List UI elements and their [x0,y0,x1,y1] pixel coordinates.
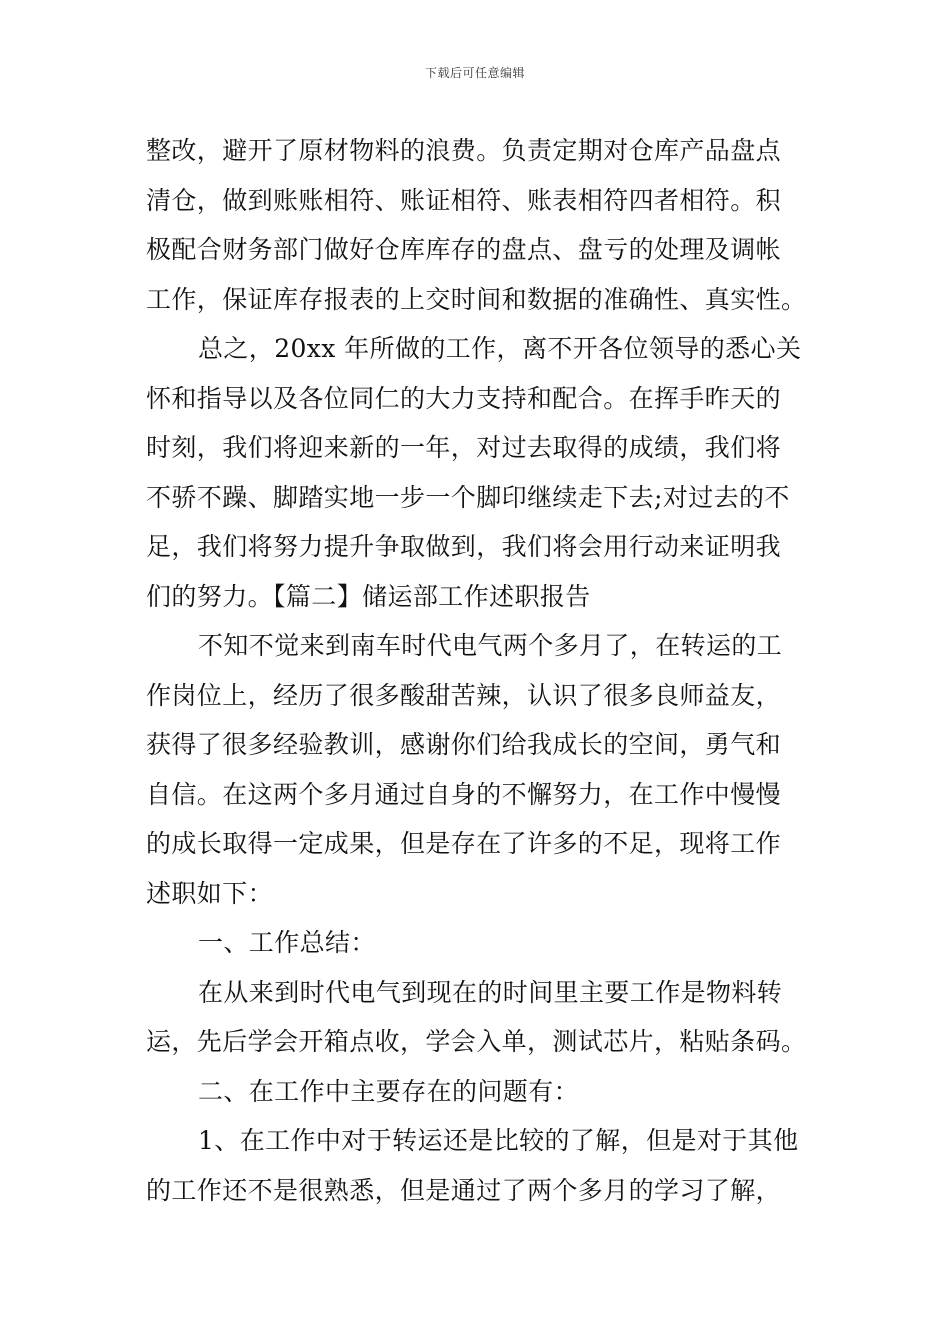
text-line: 自信。在这两个多月通过自身的不懈努力，在工作中慢慢 [146,779,782,809]
text-line: 不知不觉来到南车时代电气两个多月了，在转运的工 [198,631,783,660]
text-line: 不骄不躁、脚踏实地一步一个脚印继续走下去;对过去的不 [146,482,790,512]
text-line: 的成长取得一定成果，但是存在了许多的不足，现将工作 [146,829,782,858]
text-line: 工作，保证库存报表的上交时间和数据的准确性、真实性。 [146,284,807,314]
text-line: 述职如下： [146,878,274,908]
text-line: 运，先后学会开箱点收，学会入单，测试芯片，粘贴条码。 [146,1027,807,1056]
text-line: 足，我们将努力提升争取做到，我们将会用行动来证明我 [146,532,782,561]
text-line: 极配合财务部门做好仓库库存的盘点、盘亏的处理及调帐 [146,235,782,264]
text-line: 时刻，我们将迎来新的一年，对过去取得的成绩，我们将 [146,433,782,462]
text-line: 怀和指导以及各位同仁的大力支持和配合。在挥手昨天的 [146,383,782,413]
text-line: 整改，避开了原材物料的浪费。负责定期对仓库产品盘点 [146,136,782,165]
text-line: 的工作还不是很熟悉，但是通过了两个多月的学习了解， [146,1175,782,1205]
text-line: 获得了很多经验教训，感谢你们给我成长的空间，勇气和 [146,730,782,759]
document-body [146,126,806,1215]
section-heading: 一、工作总结： [198,928,376,957]
text-line: 作岗位上，经历了很多酸甜苦辣，认识了很多良师益友， [146,680,782,710]
text-line: 清仓，做到账账相符、账证相符、账表相符四者相符。积 [146,185,782,215]
page-header: 下载后可任意编辑 [424,66,525,80]
text-line: 1、在工作中对于转运还是比较的了解，但是对于其他 [198,1126,799,1155]
text-line: 在从来到时代电气到现在的时间里主要工作是物料转 [198,977,783,1007]
text-line: 们的努力。【篇二】储运部工作述职报告 [146,581,591,611]
section-heading: 二、在工作中主要存在的问题有： [198,1076,580,1106]
text-line: 总之，20xx 年所做的工作，离不开各位领导的悉心关 [198,334,802,363]
